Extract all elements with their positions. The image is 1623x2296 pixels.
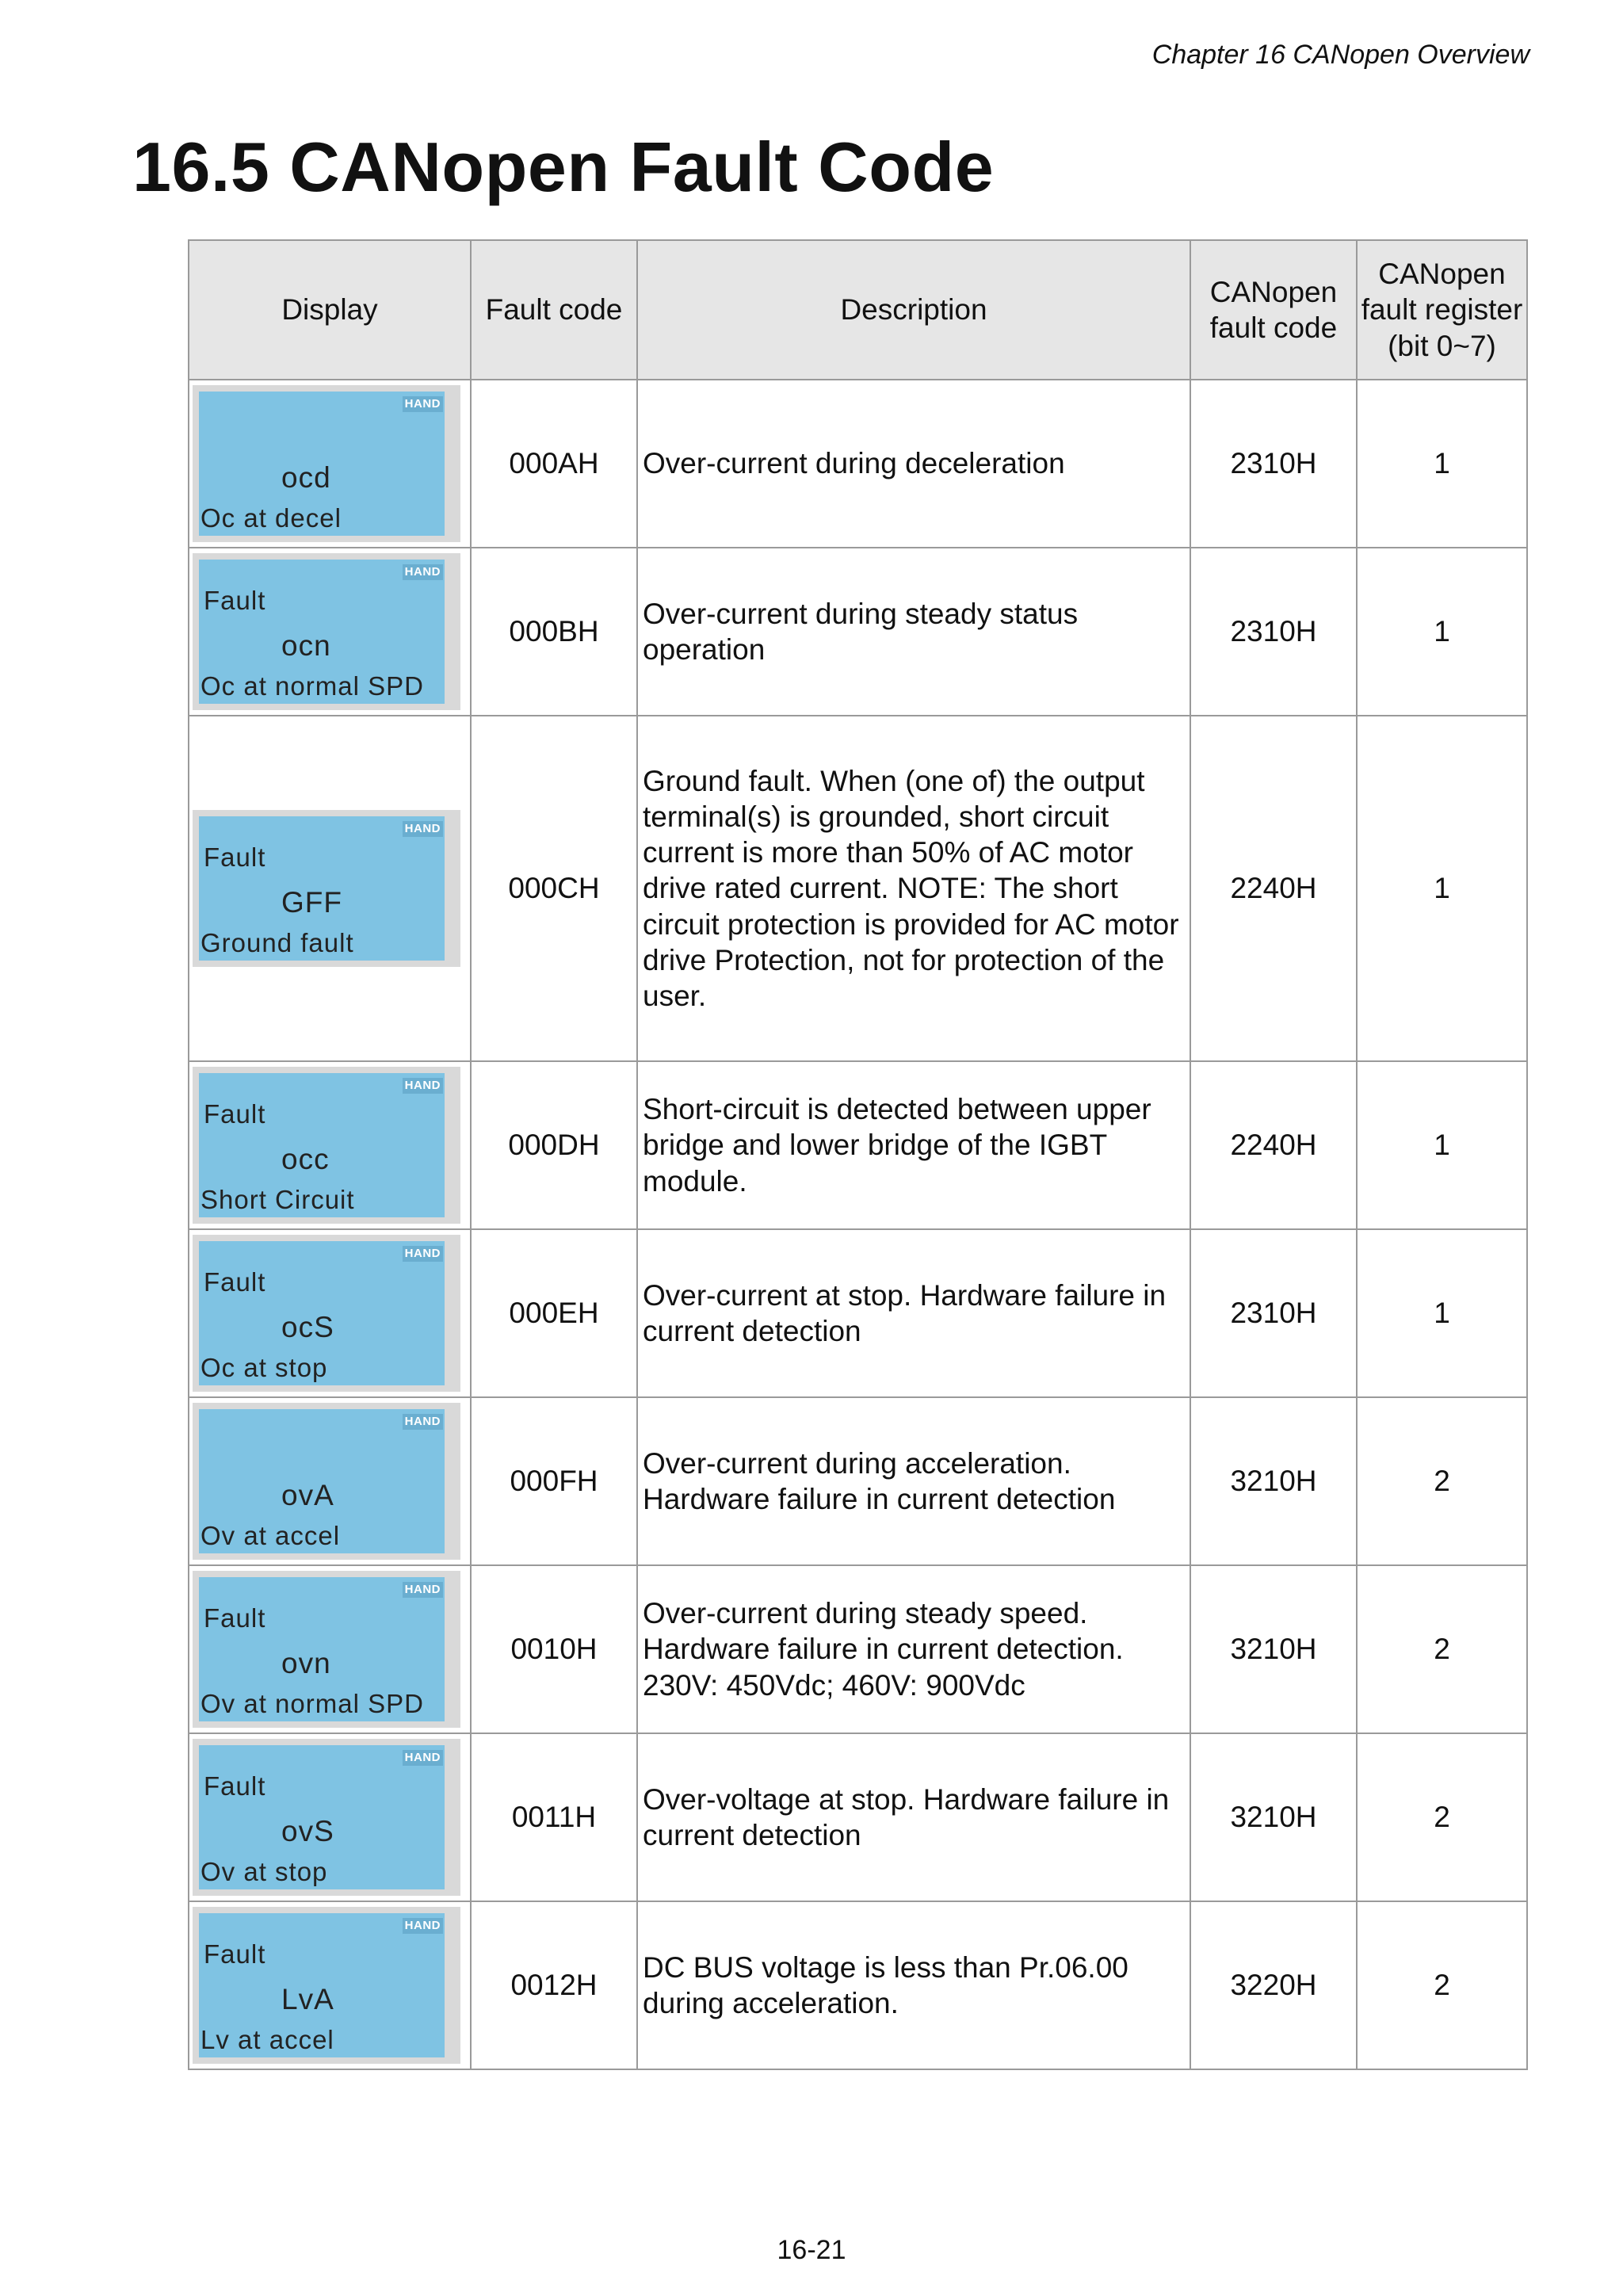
fault-code-cell: 000FH: [471, 1397, 637, 1565]
lcd-fault-abbreviation: ovn: [281, 1647, 331, 1679]
canopen-fault-code-cell: 3210H: [1190, 1397, 1357, 1565]
table-row: [189, 1565, 1527, 1733]
fault-code-cell: 000AH: [471, 380, 637, 548]
display-cell: [189, 1061, 471, 1229]
keypad-display-frame: [193, 1067, 460, 1224]
column-header-canopen-fault-register: CANopen fault register (bit 0~7): [1357, 240, 1527, 380]
hand-indicator: HAND: [403, 1078, 443, 1094]
canopen-fault-code-cell: 2240H: [1190, 716, 1357, 1061]
column-header-canopen-fault-code: CANopen fault code: [1190, 240, 1357, 380]
description-cell: Over-current during deceleration: [637, 380, 1190, 548]
column-header-display: Display: [189, 240, 471, 380]
page-title: 16.5 CANopen Fault Code: [132, 128, 995, 206]
table-row: [189, 1229, 1527, 1397]
lcd-fault-label: Fault: [204, 1771, 266, 1801]
canopen-fault-register-cell: 2: [1357, 1733, 1527, 1901]
fault-code-cell: 000DH: [471, 1061, 637, 1229]
column-header-fault-code: Fault code: [471, 240, 637, 380]
hand-indicator: HAND: [403, 564, 443, 580]
display-cell: [189, 1565, 471, 1733]
canopen-fault-register-cell: 1: [1357, 1061, 1527, 1229]
fault-code-cell: 000EH: [471, 1229, 637, 1397]
lcd-fault-abbreviation: ovA: [281, 1479, 334, 1511]
display-cell: [189, 1901, 471, 2069]
description-cell: Over-voltage at stop. Hardware failure in current detection: [637, 1733, 1190, 1901]
lcd-fault-label: Fault: [204, 1099, 266, 1129]
display-cell: [189, 1733, 471, 1901]
description-cell: DC BUS voltage is less than Pr.06.00 during acceleration.: [637, 1901, 1190, 2069]
table-row: [189, 1397, 1527, 1565]
keypad-display-frame: [193, 1235, 460, 1392]
keypad-display-frame: [193, 1403, 460, 1560]
keypad-display-frame: [193, 1907, 460, 2064]
display-cell: [189, 716, 471, 1061]
keypad-lcd-screen: [199, 1409, 445, 1553]
table-row: [189, 1061, 1527, 1229]
fault-code-cell: 0012H: [471, 1901, 637, 2069]
description-cell: Over-current at stop. Hardware failure in current detection: [637, 1229, 1190, 1397]
fault-code-table: [188, 239, 1528, 2070]
lcd-fault-label: Fault: [204, 842, 266, 872]
canopen-fault-code-cell: 3220H: [1190, 1901, 1357, 2069]
lcd-fault-message: Ground fault: [200, 928, 354, 957]
description-cell: Over-current during steady status operation: [637, 548, 1190, 716]
lcd-fault-abbreviation: GFF: [281, 886, 342, 919]
fault-code-cell: 0011H: [471, 1733, 637, 1901]
keypad-lcd-screen: [199, 560, 445, 704]
keypad-display-frame: [193, 1739, 460, 1896]
lcd-fault-message: Ov at stop: [200, 1857, 328, 1886]
lcd-fault-label: Fault: [204, 1267, 266, 1297]
page-number: 16-21: [777, 2235, 846, 2265]
lcd-fault-abbreviation: ocd: [281, 461, 331, 494]
keypad-lcd-screen: [199, 1577, 445, 1721]
lcd-fault-abbreviation: ovS: [281, 1815, 334, 1847]
fault-code-cell: 000BH: [471, 548, 637, 716]
canopen-fault-code-cell: 2310H: [1190, 1229, 1357, 1397]
canopen-fault-register-cell: 2: [1357, 1901, 1527, 2069]
canopen-fault-register-cell: 1: [1357, 548, 1527, 716]
description-cell: Short-circuit is detected between upper bridge and lower bridge of the IGBT module.: [637, 1061, 1190, 1229]
keypad-lcd-screen: [199, 1241, 445, 1385]
chapter-header: Chapter 16 CANopen Overview: [1151, 40, 1529, 70]
display-cell: [189, 380, 471, 548]
hand-indicator: HAND: [403, 1414, 443, 1430]
table-row: [189, 1901, 1527, 2069]
fault-code-cell: 0010H: [471, 1565, 637, 1733]
lcd-fault-abbreviation: occ: [281, 1143, 330, 1175]
hand-indicator: HAND: [403, 1750, 443, 1766]
hand-indicator: HAND: [403, 1918, 443, 1934]
column-header-description: Description: [637, 240, 1190, 380]
lcd-fault-message: Ov at normal SPD: [200, 1689, 424, 1718]
lcd-fault-label: Fault: [204, 586, 266, 615]
canopen-fault-register-cell: 1: [1357, 1229, 1527, 1397]
lcd-fault-message: Ov at accel: [200, 1521, 341, 1550]
fault-rows: [189, 380, 1527, 2069]
canopen-fault-register-cell: 1: [1357, 380, 1527, 548]
keypad-lcd-screen: [199, 1073, 445, 1217]
table-header-row: [189, 240, 1527, 380]
hand-indicator: HAND: [403, 1582, 443, 1598]
keypad-display-frame: [193, 810, 460, 967]
hand-indicator: HAND: [403, 821, 443, 837]
keypad-display-frame: [193, 385, 460, 542]
lcd-fault-abbreviation: ocn: [281, 629, 331, 662]
lcd-fault-label: Fault: [204, 1939, 266, 1969]
keypad-display-frame: [193, 553, 460, 710]
table-row: [189, 1733, 1527, 1901]
canopen-fault-code-cell: 3210H: [1190, 1565, 1357, 1733]
keypad-lcd-screen: [199, 816, 445, 961]
fault-code-cell: 000CH: [471, 716, 637, 1061]
canopen-fault-register-cell: 2: [1357, 1397, 1527, 1565]
lcd-fault-abbreviation: LvA: [281, 1983, 334, 2015]
display-cell: [189, 1397, 471, 1565]
lcd-fault-abbreviation: ocS: [281, 1311, 334, 1343]
lcd-fault-message: Oc at decel: [200, 503, 342, 533]
keypad-lcd-screen: [199, 392, 445, 536]
lcd-fault-message: Oc at stop: [200, 1353, 328, 1382]
canopen-fault-code-cell: 2310H: [1190, 380, 1357, 548]
keypad-lcd-screen: [199, 1745, 445, 1889]
lcd-fault-message: Short Circuit: [200, 1185, 355, 1214]
display-cell: [189, 548, 471, 716]
canopen-fault-code-cell: 3210H: [1190, 1733, 1357, 1901]
lcd-fault-message: Oc at normal SPD: [200, 671, 424, 701]
lcd-fault-message: Lv at accel: [200, 2025, 334, 2054]
canopen-fault-code-cell: 2240H: [1190, 1061, 1357, 1229]
table-row: [189, 380, 1527, 548]
canopen-fault-register-cell: 1: [1357, 716, 1527, 1061]
keypad-lcd-screen: [199, 1913, 445, 2057]
table-row: [189, 716, 1527, 1061]
canopen-fault-code-cell: 2310H: [1190, 548, 1357, 716]
keypad-display-frame: [193, 1571, 460, 1728]
table-row: [189, 548, 1527, 716]
lcd-fault-label: Fault: [204, 1603, 266, 1633]
description-cell: Ground fault. When (one of) the output terminal(s) is grounded, short circuit current is more than 50% of AC motor drive rated current. NOTE: The short circuit protection is provided for AC motor drive Protection, not for protection of the user.: [637, 716, 1190, 1061]
description-cell: Over-current during steady speed. Hardware failure in current detection. 230V: 450Vdc; 460V: 900Vdc: [637, 1565, 1190, 1733]
hand-indicator: HAND: [403, 396, 443, 412]
description-cell: Over-current during acceleration. Hardware failure in current detection: [637, 1397, 1190, 1565]
hand-indicator: HAND: [403, 1246, 443, 1262]
display-cell: [189, 1229, 471, 1397]
canopen-fault-register-cell: 2: [1357, 1565, 1527, 1733]
